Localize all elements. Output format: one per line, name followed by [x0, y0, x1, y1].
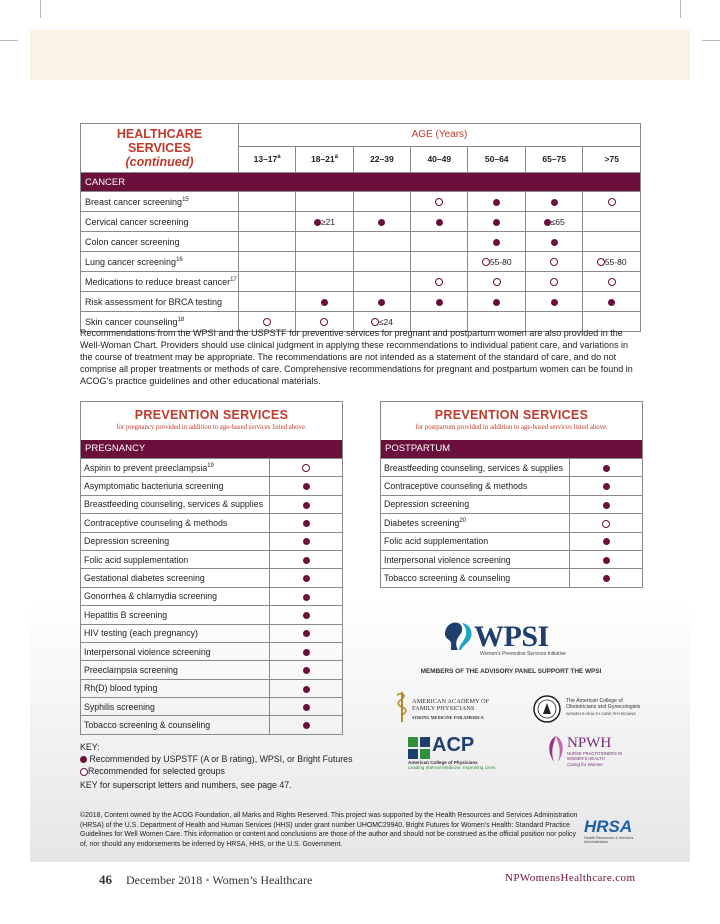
acog-logo-text: [566, 698, 646, 717]
row-label-text: Lung cancer screening: [85, 256, 177, 267]
acp-tagline: Leading Internal Medicine, Improving Lives: [408, 765, 496, 770]
open-circle-icon: [302, 464, 310, 472]
table-cell: [296, 212, 353, 232]
service-label-text: Diabetes screening: [384, 517, 460, 528]
cell-note: ≤65: [550, 216, 565, 227]
list-item: [381, 459, 642, 477]
service-mark: [570, 569, 643, 587]
key-open-row: [80, 765, 352, 777]
table-cell: [411, 212, 468, 232]
service-label: [381, 569, 570, 587]
wpsi-logo-text: WPSI: [474, 620, 549, 653]
table-cell: [468, 252, 526, 272]
row-label-sup: 18: [177, 316, 185, 323]
table-cell: [468, 232, 526, 252]
filled-dot-icon: [303, 649, 310, 656]
row-label: [81, 272, 239, 292]
open-circle-icon: [371, 318, 379, 326]
open-circle-icon: [435, 198, 443, 206]
filled-dot-icon: [303, 722, 310, 729]
table-cell: [296, 232, 353, 252]
issue-date: December 2018: [126, 873, 203, 887]
table-cell: [526, 192, 583, 212]
table-cell: [296, 292, 353, 312]
table-cell: [411, 292, 468, 312]
list-item: [81, 661, 342, 679]
row-label-text: Cervical cancer screening: [85, 216, 189, 227]
service-label: [81, 532, 270, 550]
pregnancy-header: [81, 402, 342, 440]
key-open-text: Recommended for selected groups: [88, 766, 225, 776]
service-label-text: HIV testing (each pregnancy): [84, 628, 198, 639]
list-item: [81, 642, 342, 660]
aafp-logo-text: [412, 698, 512, 721]
filled-dot-icon: [603, 483, 610, 490]
list-item: [81, 716, 342, 734]
list-item: [81, 550, 342, 568]
filled-dot-icon: [303, 704, 310, 711]
service-label: [81, 642, 270, 660]
table-cell: [526, 212, 583, 232]
age-column-label: 22–39: [370, 154, 394, 165]
cell-note: 55-80: [604, 256, 627, 267]
list-item: [381, 550, 642, 568]
filled-dot-icon: [303, 612, 310, 619]
magazine-name: Women’s Healthcare: [212, 873, 313, 887]
filled-dot-icon: [551, 199, 558, 206]
key-superscript: KEY for superscript letters and numbers, see page 47.: [80, 780, 292, 790]
service-label: [81, 459, 270, 477]
postpartum-services-box: [380, 401, 643, 588]
service-label-sup: 19: [207, 462, 214, 469]
filled-dot-icon: [551, 239, 558, 246]
table-cell: [468, 272, 526, 292]
service-mark: [270, 716, 343, 734]
table-cell: [353, 292, 410, 312]
table-title-sub: (continued): [125, 155, 194, 169]
service-label-text: Tobacco screening & counseling: [384, 573, 511, 584]
filled-dot-icon: [608, 299, 615, 306]
service-label-text: Asymptomatic bacteriuria screening: [84, 481, 224, 492]
service-mark: [270, 698, 343, 716]
age-column-sup: a: [277, 154, 281, 161]
service-mark: [270, 642, 343, 660]
table-cell: [353, 212, 410, 232]
table-cell: [353, 272, 410, 292]
service-mark: [570, 514, 643, 532]
table-cell: [583, 292, 641, 312]
section-row-cancer: [81, 173, 641, 192]
cell-note: 55-80: [489, 256, 512, 267]
hrsa-logo: [584, 818, 644, 844]
table-cell: [583, 192, 641, 212]
row-label: [81, 192, 239, 212]
service-label-text: Gestational diabetes screening: [84, 573, 205, 584]
table-cell: [238, 292, 295, 312]
acog-name: The American College of Obstetricians and Gynecologists: [566, 698, 641, 710]
age-column-label: 50–64: [484, 154, 509, 165]
copyright-text: ©2018, Content owned by the ACOG Foundation, all Marks and Rights Reserved. This project was supported by the Health Resources and Services Administration (HRSA) of the U.S. Department of Health and Human Services (HHS) under grant number UHOMC29940, Bright Futures for Women’s Health: Standard Practice Guidelines for Well Women Care. This information or content and conclusions are those of the author and should not be construed as the official position nor policy of, nor should any endorsements be inferred by HRSA, HHS, or the U.S. Government.: [80, 812, 578, 848]
age-column-label: 18–21: [310, 154, 335, 165]
filled-dot-icon: [544, 219, 551, 226]
cell-note: ≤24: [378, 316, 393, 327]
row-label-text: Risk assessment for BRCA testing: [85, 296, 223, 307]
aafp-caduceus-icon: [396, 690, 408, 724]
list-item: [81, 606, 342, 624]
filled-dot-icon: [603, 465, 610, 472]
postpartum-header: [381, 402, 642, 440]
service-label: [81, 698, 270, 716]
table-cell: [526, 232, 583, 252]
page-number: 46: [99, 872, 112, 887]
filled-dot-icon: [303, 483, 310, 490]
service-mark: [270, 661, 343, 679]
service-mark: [270, 569, 343, 587]
service-label-text: Rh(D) blood typing: [84, 683, 158, 694]
age-column-header: [238, 146, 295, 172]
table-row: [81, 252, 641, 272]
service-mark: [270, 459, 343, 477]
filled-dot-icon: [321, 299, 328, 306]
row-label: [81, 292, 239, 312]
service-label-text: Depression screening: [84, 536, 170, 547]
table-cell: [353, 192, 410, 212]
service-label: [81, 569, 270, 587]
hrsa-fullname: Health Resources & Services Administration: [584, 836, 634, 844]
filled-dot-icon: [493, 299, 500, 306]
postpartum-title: PREVENTION SERVICES: [434, 408, 589, 422]
filled-dot-icon: [303, 575, 310, 582]
row-label-sup: 15: [182, 196, 189, 203]
pregnancy-section: PREGNANCY: [81, 440, 342, 458]
crop-mark: [0, 40, 18, 41]
filled-dot-icon: [303, 594, 310, 601]
pregnancy-services-box: [80, 401, 343, 735]
list-item: [81, 477, 342, 495]
service-mark: [270, 495, 343, 513]
service-label: [81, 716, 270, 734]
age-column-header: [296, 146, 353, 172]
list-item: [381, 495, 642, 513]
open-circle-icon: [550, 258, 558, 266]
service-label-text: Interpersonal violence screening: [84, 646, 211, 657]
key-filled-row: [80, 753, 352, 765]
table-cell: [526, 272, 583, 292]
service-mark: [270, 550, 343, 568]
list-item: [81, 495, 342, 513]
filled-dot-icon: [493, 239, 500, 246]
open-circle-icon: [597, 258, 605, 266]
key-title: KEY:: [80, 742, 100, 752]
service-label-text: Aspirin to prevent preeclampsia: [84, 462, 208, 473]
age-column-header: [526, 146, 583, 172]
filled-dot-icon: [303, 630, 310, 637]
service-label: [381, 550, 570, 568]
table-cell: [238, 232, 295, 252]
pregnancy-title: PREVENTION SERVICES: [134, 408, 289, 422]
table-row: [81, 192, 641, 212]
service-label-text: Interpersonal violence screening: [384, 554, 511, 565]
filled-dot-icon: [493, 199, 500, 206]
filled-dot-icon: [551, 299, 558, 306]
table-cell: [296, 192, 353, 212]
table-row: [81, 272, 641, 292]
service-mark: [570, 459, 643, 477]
open-circle-icon: [320, 318, 328, 326]
table-cell: [583, 272, 641, 292]
acog-tagline: WOMEN’S HEALTH CARE PHYSICIANS: [566, 712, 636, 716]
open-circle-icon: [608, 278, 616, 286]
age-column-header: [353, 146, 410, 172]
age-column-label: 65–75: [542, 154, 567, 165]
open-circle-icon: [80, 768, 88, 776]
row-label-sup: 17: [230, 276, 237, 283]
table-cell: [583, 252, 641, 272]
open-circle-icon: [550, 278, 558, 286]
list-item: [81, 459, 342, 477]
list-item: [381, 532, 642, 550]
postpartum-subtitle: for postpartum provided in addition to age-based services listed above.: [415, 424, 608, 431]
filled-dot-icon: [80, 756, 87, 763]
service-label: [81, 477, 270, 495]
table-title: [81, 124, 239, 173]
row-label-sup: 16: [176, 256, 183, 263]
list-item: [81, 587, 342, 605]
table-cell: [526, 252, 583, 272]
table-cell: [468, 192, 526, 212]
service-label-text: Folic acid supplementation: [384, 536, 489, 547]
npwh-logo-icon: [545, 734, 567, 764]
pregnancy-table: [81, 458, 342, 734]
table-cell: [583, 212, 641, 232]
service-mark: [270, 587, 343, 605]
table-cell: [411, 232, 468, 252]
age-column-label: 40–49: [427, 154, 452, 165]
hrsa-name: HRSA: [584, 817, 633, 836]
cell-note: ≥21: [320, 216, 336, 227]
row-label-text: Breast cancer screening: [85, 196, 183, 207]
acp-logo-text: [432, 734, 522, 756]
advisory-panel-text: MEMBERS OF THE ADVISORY PANEL SUPPORT THE WPSI: [420, 668, 602, 675]
table-cell: [238, 272, 295, 292]
table-cell: [238, 252, 295, 272]
filled-dot-icon: [603, 538, 610, 545]
aafp-tagline: STRONG MEDICINE FOR AMERICA: [412, 715, 484, 720]
table-cell: [353, 252, 410, 272]
filled-dot-icon: [303, 686, 310, 693]
acog-seal-icon: [532, 694, 562, 724]
service-mark: [570, 532, 643, 550]
table-cell: [411, 272, 468, 292]
service-label: [81, 624, 270, 642]
npwh-name: NPWH: [567, 735, 612, 751]
row-label: [81, 232, 239, 252]
service-label: [81, 495, 270, 513]
filled-dot-icon: [303, 538, 310, 545]
age-column-sup: a: [334, 154, 338, 161]
table-row: [81, 292, 641, 312]
key-legend: [80, 741, 352, 791]
age-column-header: [468, 146, 526, 172]
open-circle-icon: [608, 198, 616, 206]
table-cell: [411, 192, 468, 212]
filled-dot-icon: [603, 557, 610, 564]
acp-fullname: American College of Physicians: [408, 760, 478, 765]
section-label: CANCER: [81, 173, 641, 192]
wpsi-logo-icon: [441, 618, 475, 652]
service-mark: [270, 477, 343, 495]
service-label-text: Folic acid supplementation: [84, 554, 189, 565]
list-item: [381, 569, 642, 587]
filled-dot-icon: [378, 299, 385, 306]
list-item: [81, 532, 342, 550]
service-label-text: Hepatitis B screening: [84, 609, 168, 620]
list-item: [81, 569, 342, 587]
service-label: [381, 532, 570, 550]
row-label-text: Medications to reduce breast cancer: [85, 276, 231, 287]
table-cell: [238, 212, 295, 232]
service-label-text: Depression screening: [384, 499, 470, 510]
filled-dot-icon: [303, 502, 310, 509]
table-cell: [526, 292, 583, 312]
open-circle-icon: [263, 318, 271, 326]
table-cell: [296, 252, 353, 272]
acp-logo-icon: [408, 737, 430, 759]
pregnancy-subtitle: for pregnancy provided in addition to age-based services listed above.: [116, 424, 307, 431]
acp-name: ACP: [432, 734, 475, 756]
service-label-text: Breastfeeding counseling, services & supplies: [84, 499, 263, 510]
list-item: [381, 477, 642, 495]
filled-dot-icon: [603, 502, 610, 509]
header-band: [30, 30, 690, 80]
filled-dot-icon: [436, 299, 443, 306]
row-label-text: Skin cancer counseling: [85, 316, 178, 327]
service-mark: [570, 495, 643, 513]
age-column-label: 13–17: [253, 154, 278, 165]
row-label: [81, 252, 239, 272]
service-label-text: Breastfeeding counseling, services & supplies: [384, 462, 563, 473]
postpartum-table: [381, 458, 642, 587]
table-cell: [468, 292, 526, 312]
open-circle-icon: [435, 278, 443, 286]
list-item: [381, 514, 642, 532]
service-mark: [270, 624, 343, 642]
filled-dot-icon: [493, 219, 500, 226]
age-column-label: >75: [604, 154, 619, 165]
age-header: AGE (Years): [238, 124, 640, 147]
service-label: [81, 679, 270, 697]
open-circle-icon: [482, 258, 490, 266]
filled-dot-icon: [303, 667, 310, 674]
service-label: [81, 550, 270, 568]
service-label: [381, 459, 570, 477]
filled-dot-icon: [303, 557, 310, 564]
table-cell: [353, 232, 410, 252]
service-mark: [270, 679, 343, 697]
service-label: [381, 495, 570, 513]
table-cell: [238, 192, 295, 212]
service-mark: [570, 550, 643, 568]
list-item: [81, 514, 342, 532]
list-item: [81, 679, 342, 697]
service-label-sup: 20: [459, 517, 466, 524]
service-label-text: Preeclampsia screening: [84, 664, 178, 675]
crop-mark: [702, 40, 720, 41]
service-label-text: Contraceptive counseling & methods: [384, 481, 528, 492]
service-mark: [270, 532, 343, 550]
filled-dot-icon: [436, 219, 443, 226]
table-cell: [411, 252, 468, 272]
npwh-logo-text: [567, 735, 637, 768]
filled-dot-icon: [378, 219, 385, 226]
service-label-text: Syphilis screening: [84, 701, 155, 712]
filled-dot-icon: [603, 575, 610, 582]
folio: 46 December 2018 • Women’s Healthcare: [99, 872, 313, 887]
acp-subtext: [408, 760, 518, 770]
recommendations-note: Recommendations from the WPSI and the USPSTF for preventive services for pregnant and postpartum women are also provided in the Well-Woman Chart. Providers should use clinical judgment in applying these recommendations to individual patient care, and variations in the course of treatment may be appropriate. The recommendations are not intended as a statement of the standard of care, and do not comprise all proper treatments or methods of care. Comprehensive recommendations for pregnant and postpartum women can be found in ACOG’s practice guidelines and other educational materials.: [80, 328, 633, 386]
npwh-tagline: Caring for Women: [567, 762, 603, 767]
service-label: [81, 606, 270, 624]
service-label-text: Gonorrhea & chlamydia screening: [84, 591, 218, 602]
key-filled-text: Recommended by USPSTF (A or B rating), WPSI, or Bright Futures: [89, 754, 353, 764]
filled-dot-icon: [314, 219, 321, 226]
service-label-text: Contraceptive counseling & methods: [84, 517, 228, 528]
table-cell: [468, 212, 526, 232]
service-label: [81, 514, 270, 532]
table-row: [81, 232, 641, 252]
aafp-name: AMERICAN ACADEMY OF FAMILY PHYSICIANS: [412, 698, 490, 712]
table-row: [81, 212, 641, 232]
open-circle-icon: [493, 278, 501, 286]
postpartum-section: POSTPARTUM: [381, 440, 642, 458]
crop-mark: [680, 0, 681, 18]
wpsi-logo-subtitle: Women’s Preventive Services Initiative: [480, 651, 566, 657]
service-mark: [570, 477, 643, 495]
age-column-header: [583, 146, 641, 172]
service-mark: [270, 606, 343, 624]
row-label: [81, 212, 239, 232]
service-label: [381, 477, 570, 495]
table-title-text: HEALTHCARE SERVICES: [116, 127, 203, 155]
row-label-text: Colon cancer screening: [85, 236, 180, 247]
open-circle-icon: [602, 520, 610, 528]
service-label: [381, 514, 570, 532]
list-item: [81, 624, 342, 642]
table-cell: [583, 232, 641, 252]
npwh-fullname: NURSE PRACTITIONERS IN WOMEN’S HEALTH: [567, 751, 623, 761]
filled-dot-icon: [303, 520, 310, 527]
list-item: [81, 698, 342, 716]
age-column-header: [411, 146, 468, 172]
healthcare-services-table: [80, 123, 641, 332]
crop-mark: [40, 0, 41, 18]
service-label: [81, 587, 270, 605]
service-label: [81, 661, 270, 679]
table-cell: [296, 272, 353, 292]
website-link[interactable]: NPWomensHealthcare.com: [505, 872, 636, 884]
service-label-text: Tobacco screening & counseling: [84, 720, 211, 731]
service-mark: [270, 514, 343, 532]
